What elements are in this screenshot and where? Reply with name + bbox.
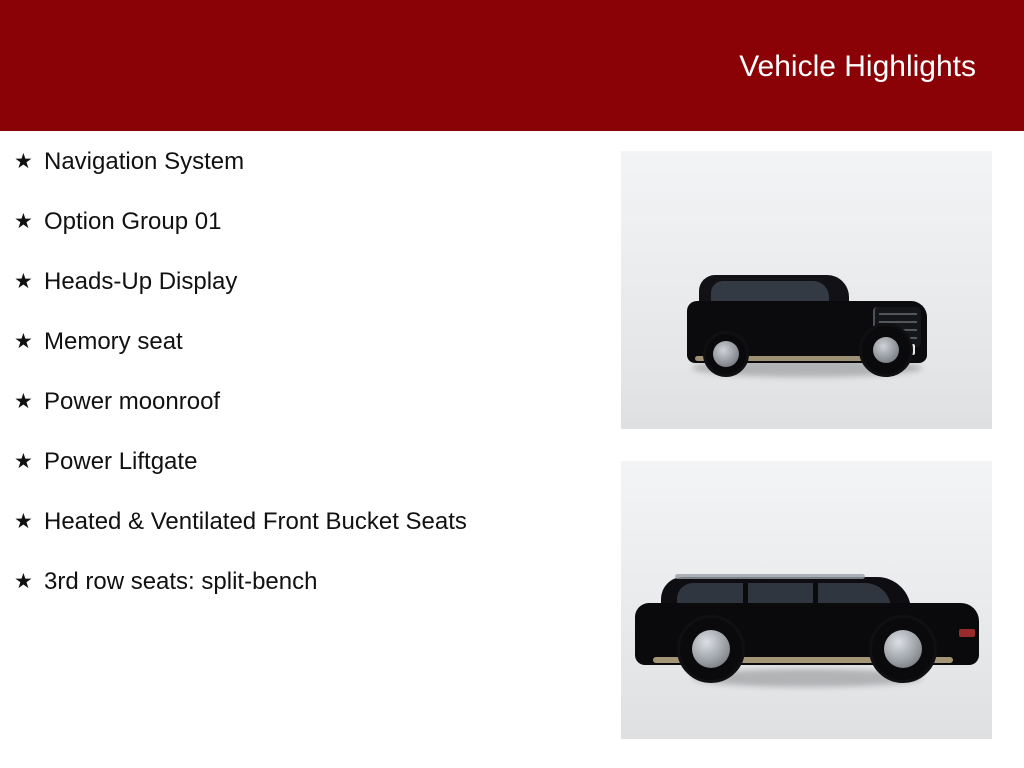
list-item xyxy=(0,505,600,539)
feature-label: Power moonroof xyxy=(44,388,221,415)
page-title: Vehicle Highlights xyxy=(739,50,976,83)
vehicle-highlights-list xyxy=(0,145,600,625)
feature-label: Memory seat xyxy=(44,328,183,355)
feature-label: Option Group 01 xyxy=(44,208,222,235)
header-bar xyxy=(0,0,1024,131)
star-bullet-icon: ★ xyxy=(14,570,33,593)
suv-tail-lamp xyxy=(959,629,975,637)
list-item xyxy=(0,445,600,479)
star-bullet-icon: ★ xyxy=(14,270,33,293)
suv-roof-rail xyxy=(675,574,865,579)
suv-illustration-side xyxy=(635,553,979,683)
list-item xyxy=(0,145,600,179)
feature-label: Power Liftgate xyxy=(44,448,198,475)
list-item xyxy=(0,385,600,419)
suv-wheel-front xyxy=(869,615,937,683)
vehicle-photo-gallery xyxy=(621,151,993,739)
list-item xyxy=(0,325,600,359)
suv-wheel-front xyxy=(859,323,913,377)
vehicle-photo-side-profile xyxy=(621,461,992,739)
star-bullet-icon: ★ xyxy=(14,330,33,353)
star-bullet-icon: ★ xyxy=(14,510,33,533)
star-bullet-icon: ★ xyxy=(14,390,33,413)
list-item xyxy=(0,265,600,299)
feature-label: 3rd row seats: split-bench xyxy=(44,568,318,595)
list-item xyxy=(0,565,600,599)
list-item xyxy=(0,205,600,239)
star-bullet-icon: ★ xyxy=(14,150,33,173)
star-bullet-icon: ★ xyxy=(14,450,33,473)
suv-illustration-front xyxy=(687,257,927,377)
feature-label: Heads-Up Display xyxy=(44,268,238,295)
suv-wheel-rear xyxy=(677,615,745,683)
feature-label: Heated & Ventilated Front Bucket Seats xyxy=(44,508,467,535)
suv-wheel-rear xyxy=(703,331,749,377)
slide-content xyxy=(0,131,1024,768)
vehicle-photo-front-three-quarter xyxy=(621,151,992,429)
star-bullet-icon: ★ xyxy=(14,210,33,233)
feature-label: Navigation System xyxy=(44,148,245,175)
